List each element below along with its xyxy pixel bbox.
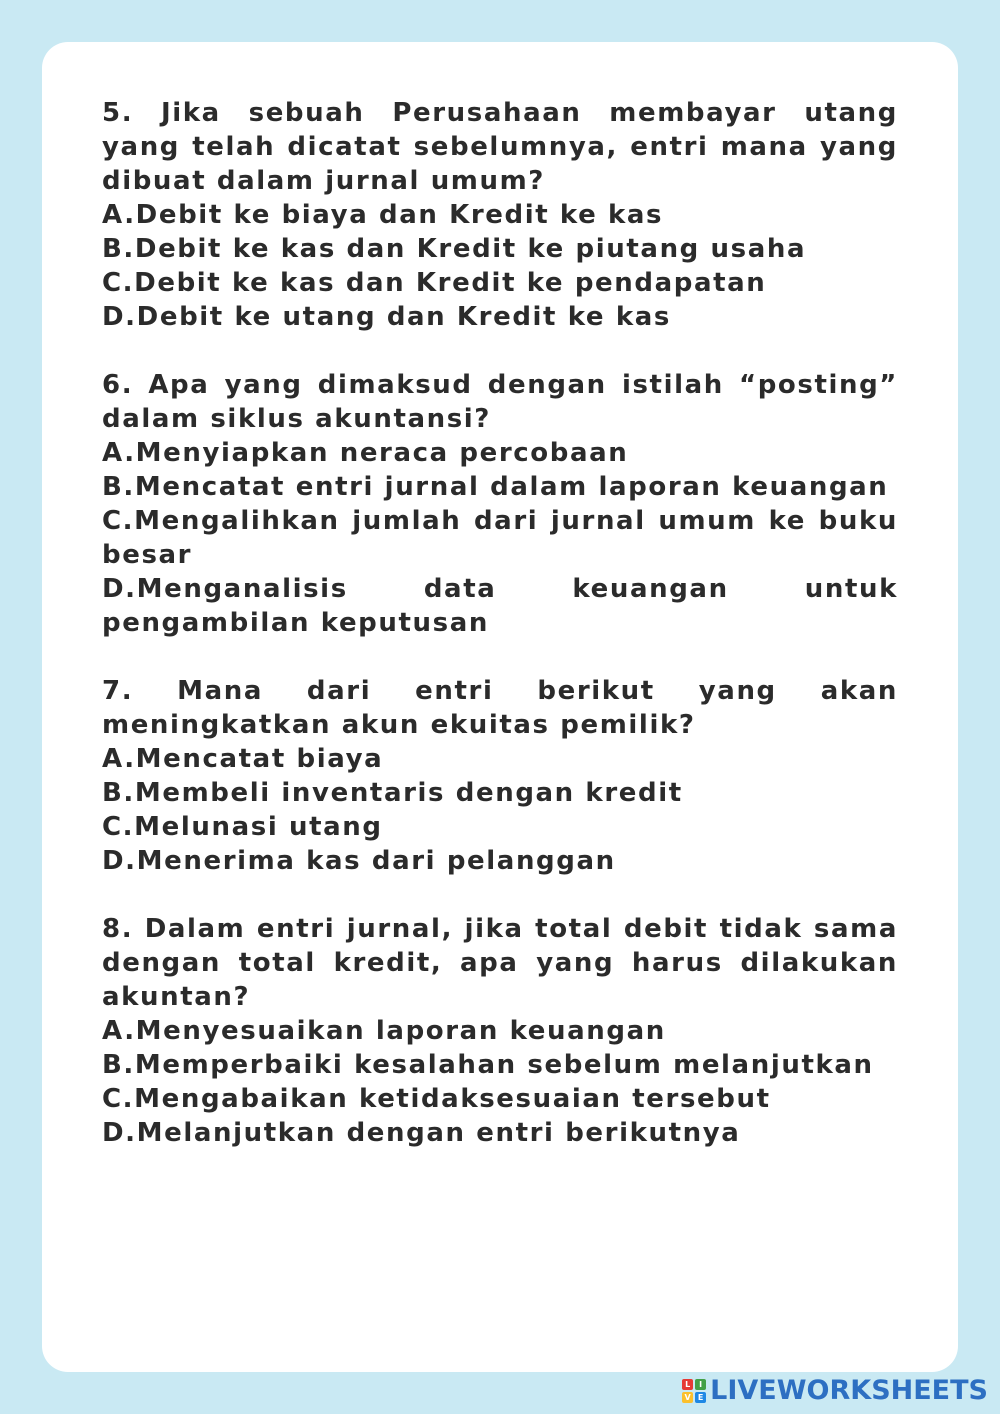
logo-letter: L bbox=[682, 1379, 693, 1390]
question-8 bbox=[102, 912, 898, 1150]
question-text: 8. Dalam entri jurnal, jika total debit tidak sama dengan total kredit, apa yang harus dilakukan akuntan? bbox=[102, 914, 898, 1012]
option-b: B.Memperbaiki kesalahan sebelum melanjutkan bbox=[102, 1050, 874, 1080]
logo-letter: E bbox=[695, 1392, 706, 1403]
option-b: B.Debit ke kas dan Kredit ke piutang usaha bbox=[102, 234, 807, 264]
logo-letter: V bbox=[682, 1392, 693, 1403]
liveworksheets-logo[interactable] bbox=[682, 1375, 988, 1406]
option-d: D.Debit ke utang dan Kredit ke kas bbox=[102, 302, 671, 332]
option-c: C.Debit ke kas dan Kredit ke pendapatan bbox=[102, 268, 767, 298]
option-d: D.Menganalisis data keuangan untuk pengambilan keputusan bbox=[102, 574, 898, 638]
option-d: D.Menerima kas dari pelanggan bbox=[102, 846, 616, 876]
option-a: A.Mencatat biaya bbox=[102, 744, 384, 774]
logo-letter: I bbox=[695, 1379, 706, 1390]
brand-name: LIVEWORKSHEETS bbox=[710, 1375, 988, 1406]
option-a: A.Menyiapkan neraca percobaan bbox=[102, 438, 629, 468]
option-c: C.Mengabaikan ketidaksesuaian tersebut bbox=[102, 1084, 771, 1114]
question-text: 7. Mana dari entri berikut yang akan meningkatkan akun ekuitas pemilik? bbox=[102, 676, 898, 740]
question-list bbox=[102, 96, 898, 1184]
question-5 bbox=[102, 96, 898, 334]
option-c: C.Mengalihkan jumlah dari jurnal umum ke buku besar bbox=[102, 506, 898, 570]
option-a: A.Debit ke biaya dan Kredit ke kas bbox=[102, 200, 664, 230]
question-text: 5. Jika sebuah Perusahaan membayar utang yang telah dicatat sebelumnya, entri mana yang dibuat dalam jurnal umum? bbox=[102, 98, 898, 196]
option-c: C.Melunasi utang bbox=[102, 812, 383, 842]
option-a: A.Menyesuaikan laporan keuangan bbox=[102, 1016, 666, 1046]
option-b: B.Mencatat entri jurnal dalam laporan keuangan bbox=[102, 472, 889, 502]
question-6 bbox=[102, 368, 898, 640]
option-b: B.Membeli inventaris dengan kredit bbox=[102, 778, 683, 808]
question-7 bbox=[102, 674, 898, 878]
logo-grid-icon bbox=[682, 1379, 706, 1403]
question-text: 6. Apa yang dimaksud dengan istilah “posting” dalam siklus akuntansi? bbox=[102, 370, 898, 434]
option-d: D.Melanjutkan dengan entri berikutnya bbox=[102, 1118, 741, 1148]
